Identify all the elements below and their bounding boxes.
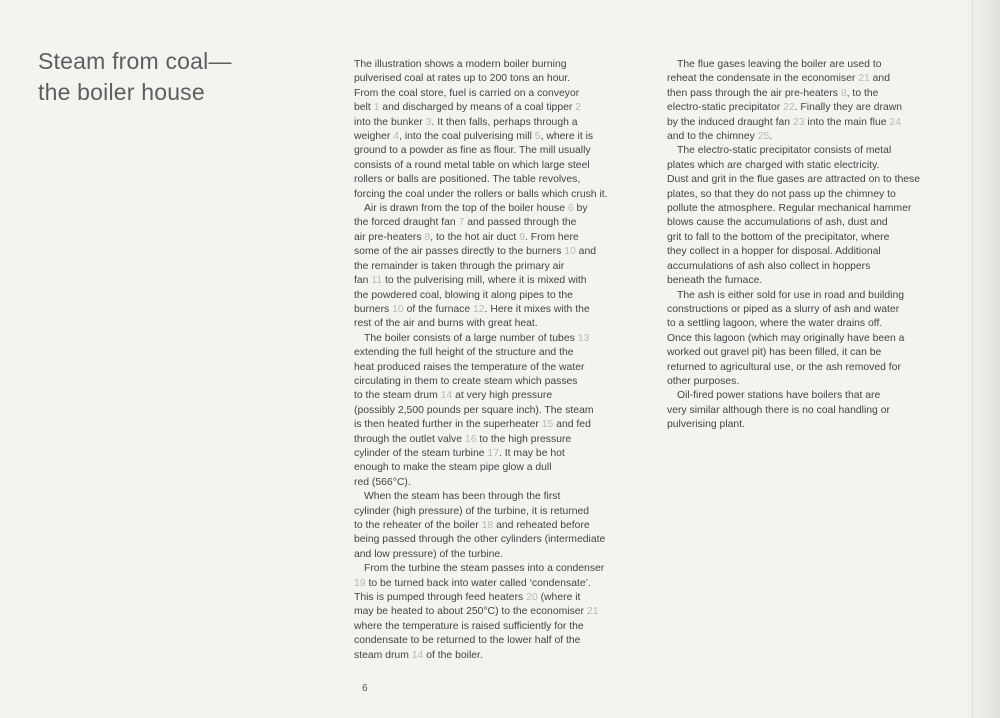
text-line: cylinder (high pressure) of the turbine, it is returned — [354, 505, 590, 517]
title-line: the boiler house — [38, 79, 205, 105]
callout-number: 23 — [792, 116, 805, 128]
text-line: Air is drawn from the top of the boiler house 6 by — [364, 203, 588, 215]
text-line: rollers or balls are positioned. The table revolves, — [354, 174, 581, 186]
title-line: Steam from coal— — [38, 48, 232, 74]
text-line: 19 to be turned back into water called ‘condensate’. — [354, 577, 591, 589]
text-line: The flue gases leaving the boiler are used to — [677, 59, 882, 70]
text-line: plates which are charged with static electricity. — [667, 159, 880, 171]
body-column-right — [667, 58, 967, 433]
text-line: From the turbine the steam passes into a condenser — [364, 563, 605, 575]
text-line: Oil-fired power stations have boilers that are — [677, 390, 881, 402]
text-line: rest of the air and burns with great heat. — [354, 318, 538, 330]
text-line: condensate to be returned to the lower half of the — [354, 635, 581, 647]
text-line: Once this lagoon (which may originally have been a — [667, 332, 905, 344]
callout-number: 18 — [481, 520, 494, 531]
text-line: they collect in a hopper for disposal. Additional — [667, 246, 881, 258]
text-line: constructions or piped as a slurry of ash and water — [667, 303, 900, 315]
text-line: where the temperature is raised sufficiently for the — [354, 620, 584, 632]
text-line: The ash is either sold for use in road and building — [677, 289, 905, 301]
text-line: ground to a powder as fine as flour. The mill usually — [354, 145, 591, 157]
callout-number: 21 — [586, 606, 599, 618]
text-line: From the coal store, fuel is carried on a conveyor — [354, 87, 580, 99]
text-line: through the outlet valve 16 to the high pressure — [354, 433, 572, 445]
text-line: forcing the coal under the rollers or balls which crush it. — [354, 188, 608, 200]
text-line: burners 10 of the furnace 12. Here it mixes with the — [354, 303, 590, 315]
callout-number: 25 — [757, 131, 770, 143]
text-line: accumulations of ash also collect in hoppers — [667, 260, 871, 272]
callout-number: 19 — [354, 577, 366, 589]
text-line: the forced draught fan 7 and passed through the — [354, 217, 577, 229]
text-line: red (566°C). — [354, 476, 411, 488]
text-line: cylinder of the steam turbine 17. It may be hot — [354, 447, 565, 459]
callout-number: 16 — [464, 433, 477, 445]
text-line: may be heated to about 250°C) to the economiser 21 — [354, 606, 599, 618]
text-line: air pre-heaters 8, to the hot air duct 9. From here — [354, 231, 579, 243]
text-line: (possibly 2,500 pounds per square inch). The steam — [354, 404, 594, 416]
text-line: The electro-static precipitator consists of metal — [677, 145, 892, 157]
callout-number: 14 — [411, 649, 424, 661]
callout-number: 12 — [473, 303, 485, 315]
callout-number: 3 — [425, 116, 432, 128]
callout-number: 5 — [534, 131, 541, 143]
text-line: into the bunker 3. It then falls, perhaps through a — [354, 116, 578, 128]
text-line: other purposes. — [667, 375, 740, 387]
text-line: heat produced raises the temperature of the water — [354, 361, 585, 373]
text-line: and to the chimney 25. — [667, 131, 773, 143]
body-column-left — [354, 58, 654, 663]
callout-number: 20 — [526, 592, 538, 604]
text-line: extending the full height of the structure and the — [354, 347, 574, 359]
text-line: and low pressure) of the turbine. — [354, 548, 504, 560]
text-line: being passed through the other cylinders (intermediate — [354, 534, 606, 546]
text-line: plates, so that they do not pass up the chimney to — [667, 188, 896, 200]
text-line: circulating in them to create steam which passes — [354, 375, 578, 387]
text-line: steam drum 14 of the boiler. — [354, 649, 483, 661]
text-line: pollute the atmosphere. Regular mechanical hammer — [667, 203, 912, 215]
callout-number: 14 — [440, 390, 453, 402]
text-line: beneath the furnace. — [667, 275, 763, 287]
text-line: returned to agricultural use, or the ash removed for — [667, 361, 901, 373]
text-line: The illustration shows a modern boiler burning — [354, 59, 567, 70]
callout-number: 11 — [371, 275, 383, 287]
text-line: pulverising plant. — [667, 419, 745, 431]
text-line: the remainder is taken through the primary air — [354, 260, 565, 272]
callout-number: 8 — [840, 87, 847, 99]
text-line: to the reheater of the boiler 18 and reheated before — [354, 520, 590, 531]
text-line: to a settling lagoon, where the water drains off. — [667, 318, 883, 330]
text-line: to the steam drum 14 at very high pressure — [354, 390, 553, 402]
callout-number: 10 — [564, 246, 576, 258]
page-shadow — [966, 0, 1000, 718]
text-line: some of the air passes directly to the burners 10 and — [354, 246, 597, 258]
text-line: reheat the condensate in the economiser 21 and — [667, 73, 890, 85]
callout-number: 22 — [783, 102, 795, 114]
callout-number: 7 — [458, 217, 465, 229]
text-line: blows cause the accumulations of ash, dust and — [667, 217, 888, 229]
text-line: The boiler consists of a large number of tubes 13 — [364, 332, 590, 344]
callout-number: 6 — [567, 203, 574, 215]
text-line: is then heated further in the superheater 15 and fed — [354, 419, 591, 431]
callout-number: 24 — [889, 116, 901, 128]
text-line: electro-static precipitator 22. Finally they are drawn — [667, 102, 903, 114]
text-line: very similar although there is no coal handling or — [667, 404, 890, 416]
text-line: worked out gravel pit) has been filled, it can be — [667, 347, 882, 359]
text-line: weigher 4, into the coal pulverising mill 5, where it is — [354, 131, 594, 143]
text-line: grit to fall to the bottom of the precipitator, where — [667, 231, 890, 243]
text-line: then pass through the air pre-heaters 8, to the — [667, 87, 879, 99]
text-line: When the steam has been through the first — [364, 491, 561, 503]
text-line: belt 1 and discharged by means of a coal tipper 2 — [354, 102, 582, 114]
text-line: pulverised coal at rates up to 200 tons an hour. — [354, 73, 571, 85]
callout-number: 9 — [519, 231, 525, 243]
callout-number: 21 — [858, 73, 870, 85]
text-line: consists of a round metal table on which large steel — [354, 159, 590, 171]
text-line: Dust and grit in the flue gases are attracted on to these — [667, 174, 920, 186]
text-line: This is pumped through feed heaters 20 (where it — [354, 592, 581, 604]
callout-number: 17 — [487, 447, 499, 459]
page-number: 6 — [362, 683, 368, 694]
page-title — [38, 46, 232, 108]
text-line: the powdered coal, blowing it along pipes to the — [354, 289, 573, 301]
callout-number: 2 — [575, 102, 582, 114]
text-line: fan 11 to the pulverising mill, where it is mixed with — [354, 275, 587, 287]
callout-number: 10 — [392, 303, 404, 315]
callout-number: 8 — [424, 231, 431, 243]
callout-number: 1 — [373, 102, 380, 114]
callout-number: 15 — [541, 419, 554, 431]
callout-number: 13 — [577, 332, 590, 344]
text-line: enough to make the steam pipe glow a dull — [354, 462, 552, 474]
text-line: by the induced draught fan 23 into the main flue 24 — [667, 116, 901, 128]
callout-number: 4 — [393, 131, 400, 143]
